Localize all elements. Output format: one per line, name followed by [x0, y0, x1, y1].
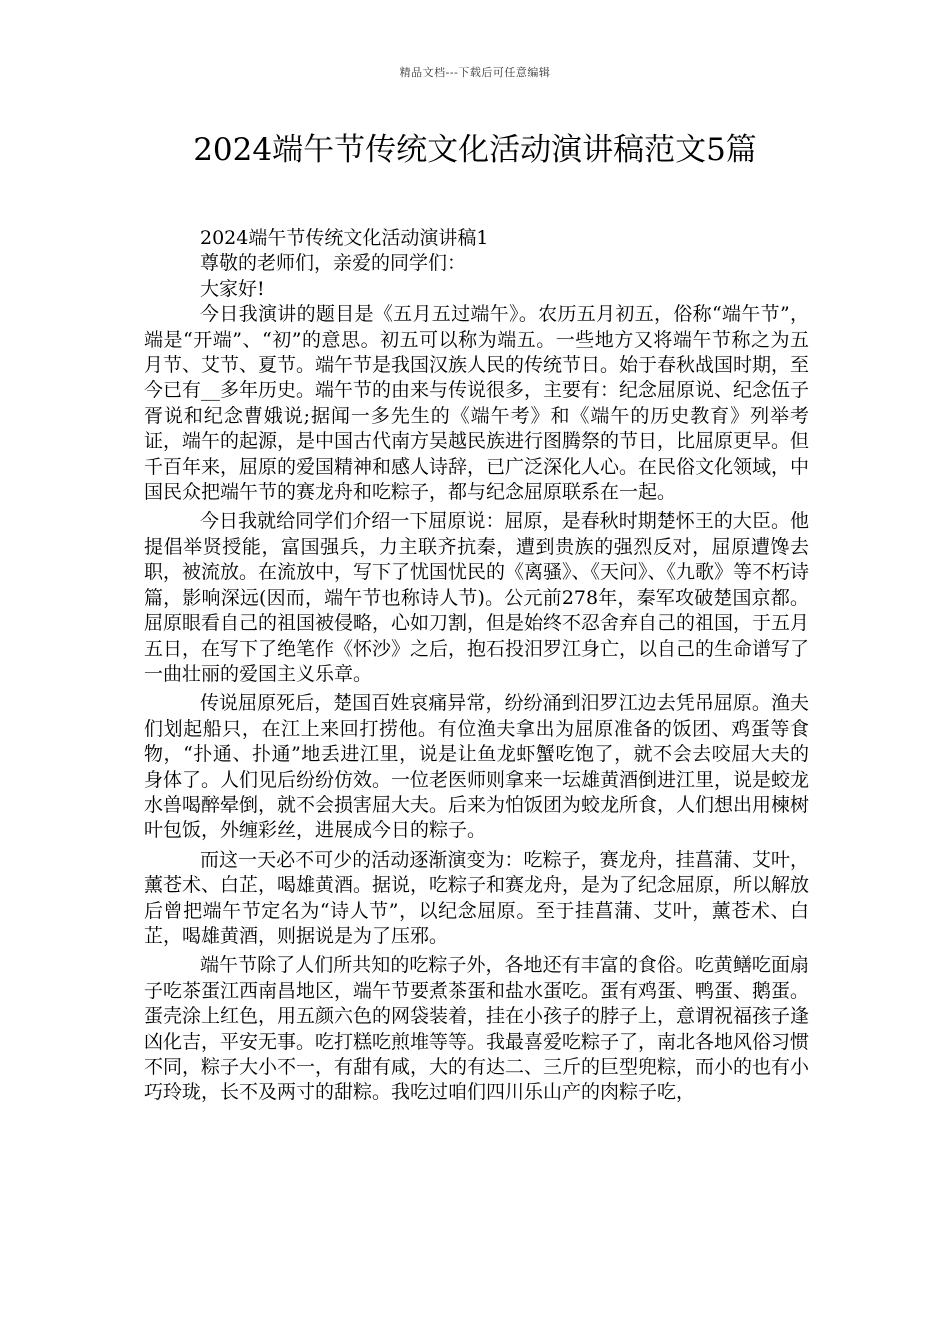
paragraph-quyuan: 今日我就给同学们介绍一下屈原说：屈原，是春秋时期楚怀王的大臣。他提倡举贤授能，富国强兵，力主联齐抗秦，遭到贵族的强烈反对，屈原遭馋去职，被流放。在流放中，写下了忧国忧民的《离骚》、《天问》、《九歌》等不朽诗篇，影响深远(因而，端午节也称诗人节)。公元前278年，秦军攻破楚国京都。屈原眼看自己的祖国被侵略，心如刀割，但是始终不忍舍弃自己的祖国，于五月五日，在写下了绝笔作《怀沙》之后，抱石投汨罗江身亡，以自己的生命谱写了一曲壮丽的爱国主义乐章。 — [144, 510, 810, 685]
document-title: 2024端午节传统文化活动演讲稿范文5篇 — [193, 132, 757, 168]
paragraph-intro: 今日我演讲的题目是《五月五过端午》。农历五月初五，俗称“端午节”，端是“开端”、“初”的意思。初五可以称为端五。一些地方又将端午节称之为五月节、艾节、夏节。端午节是我国汉族人民的传统节日。始于春秋战国时期，至今已有__多年历史。端午节的由来与传说很多，主要有：纪念屈原说、纪念伍子胥说和纪念曹娥说;据闻一多先生的《端午考》和《端午的历史教育》列举考证，端午的起源，是中国古代南方吴越民族进行图腾祭的节日，比屈原更早。但千百年来，屈原的爱国精神和感人诗辞，已广泛深化人心。在民俗文化领域，中国民众把端午节的赛龙舟和吃粽子，都与纪念屈原联系在一起。 — [144, 303, 810, 504]
header-note: 精品文档---下载后可任意编辑 — [399, 66, 551, 79]
paragraph-customs: 而这一天必不可少的活动逐渐演变为：吃粽子，赛龙舟，挂菖蒲、艾叶，薰苍术、白芷，喝雄黄酒。据说，吃粽子和赛龙舟，是为了纪念屈原，所以解放后曾把端午节定名为“诗人节”，以纪念屈原。至于挂菖蒲、艾叶，薰苍术、白芷，喝雄黄酒，则据说是为了压邪。 — [144, 848, 810, 947]
paragraph-legend: 传说屈原死后，楚国百姓哀痛异常，纷纷涌到汨罗江边去凭吊屈原。渔夫们划起船只，在江上来回打捞他。有位渔夫拿出为屈原准备的饭团、鸡蛋等食物，“扑通、扑通”地丢进江里，说是让鱼龙虾蟹吃饱了，就不会去咬屈大夫的身体了。人们见后纷纷仿效。一位老医师则拿来一坛雄黄酒倒进江里，说是蛟龙水兽喝醉晕倒，就不会损害屈大夫。后来为怕饭团为蛟龙所食，人们想出用楝树叶包饭，外缠彩丝，进展成今日的粽子。 — [144, 692, 810, 842]
speech-body — [144, 226, 809, 1106]
salutation: 尊敬的老师们，亲爱的同学们： — [200, 252, 467, 275]
speech-heading: 2024端午节传统文化活动演讲稿1 — [200, 227, 489, 249]
paragraph-foods: 端午节除了人们所共知的吃粽子外，各地还有丰富的食俗。吃黄鳝吃面扇子吃茶蛋江西南昌地区，端午节要煮茶蛋和盐水蛋吃。蛋有鸡蛋、鸭蛋、鹅蛋。蛋壳涂上红色，用五颜六色的网袋装着，挂在小孩子的脖子上，意谓祝福孩子逢凶化吉，平安无事。吃打糕吃煎堆等等。我最喜爱吃粽子了，南北各地风俗习惯不同，粽子大小不一，有甜有咸，大的有达二、三斤的巨型兜粽，而小的也有小巧玲珑，长不及两寸的甜粽。我吃过咱们四川乐山产的肉粽子吃， — [144, 954, 810, 1104]
greeting: 大家好! — [200, 277, 265, 300]
